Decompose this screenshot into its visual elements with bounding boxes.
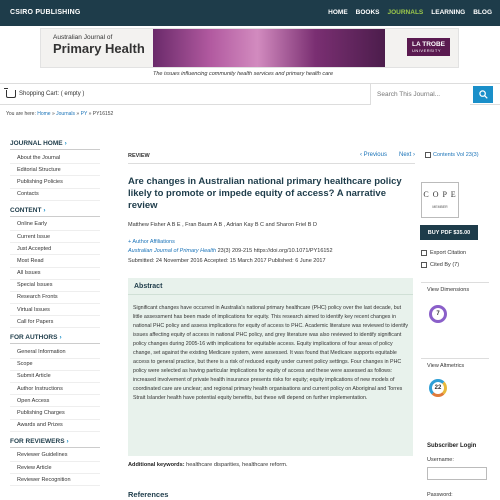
sidebar-item-reviewer-recognition[interactable]: Reviewer Recognition xyxy=(10,474,100,486)
chevron-right-icon: › xyxy=(411,152,415,158)
search-bar-row xyxy=(0,83,500,105)
sidebar-item-policies[interactable]: Publishing Policies xyxy=(10,176,100,188)
citation-journal[interactable]: Australian Journal of Primary Health xyxy=(128,248,217,254)
journal-tagline: The issues influencing community health services and primary health care xyxy=(153,71,334,77)
username-label: Username: xyxy=(427,457,454,463)
contents-link[interactable] xyxy=(425,152,479,158)
nav-home[interactable]: HOME xyxy=(328,9,348,16)
abstract-heading: Abstract xyxy=(128,278,413,295)
chevron-right-icon: › xyxy=(64,140,67,147)
keywords-label: Additional keywords: xyxy=(128,462,185,468)
sidebar-item-all-issues[interactable]: All Issues xyxy=(10,268,100,280)
dimensions-widget[interactable] xyxy=(421,282,489,338)
cart-label: Shopping Cart: ( empty ) xyxy=(19,91,85,97)
article-pager xyxy=(360,152,415,158)
sidebar-item-awards[interactable]: Awards and Prizes xyxy=(10,420,100,432)
cope-badge[interactable] xyxy=(421,182,459,218)
partner-name: LA TROBE xyxy=(412,41,445,48)
breadcrumb-home[interactable]: Home xyxy=(37,111,51,117)
references-heading: References xyxy=(128,490,169,499)
banner-image xyxy=(153,29,385,67)
sidebar-item-author-instructions[interactable]: Author Instructions xyxy=(10,383,100,395)
search-button[interactable] xyxy=(473,86,493,103)
brand-logo[interactable]: CSIRO PUBLISHING xyxy=(10,9,81,16)
sidebar-item-open-access[interactable]: Open Access xyxy=(10,395,100,407)
sidebar-group-journal-home xyxy=(10,140,100,201)
article-title: Are changes in Australian national primary healthcare policy likely to promote or impede equity of access? A narrative review xyxy=(128,176,402,211)
search-input[interactable] xyxy=(370,84,470,105)
breadcrumb: You are here: Home » Journals » PY » PY16152 xyxy=(6,111,114,117)
nav-books[interactable]: BOOKS xyxy=(355,9,380,16)
sidebar-item-contacts[interactable]: Contacts xyxy=(10,189,100,201)
shopping-cart[interactable] xyxy=(6,90,84,98)
sidebar-item-special-issues[interactable]: Special Issues xyxy=(10,280,100,292)
nav-learning[interactable]: LEARNING xyxy=(431,9,466,16)
sidebar-heading[interactable]: FOR AUTHORS › xyxy=(10,334,100,344)
breadcrumb-py[interactable]: PY xyxy=(80,111,88,117)
previous-link[interactable]: ‹ Previous xyxy=(359,152,387,158)
top-nav xyxy=(328,9,492,16)
abstract-text: Significant changes have occurred in Australia's national primary healthcare (PHC) policy over the last decade, but little assessment has been made of implications for equity. This research aimed to identify key recent changes in national PHC policy and assess implications for equity of access to PHC. Academic literature was reviewed to identify issues affecting equity of access in national PHC policy, and grey literature was also reviewed to identify significant policy changes during 2005-16 with implications for equitable access. Equity implications of four areas of policy change, set against the existing Medicare system, were assessed. It was found that Medicare supports equitable access to general practice, but there is a risk of reduced equity under current policy settings. Four changes in PHC policy were selected as having particular implications for equity of access and these were assessed as follows: increased involvement of private health insurance presents risks for equity; equity implications of new models of coordinated care are unclear; and regional primary health organisations and current policy on Aboriginal and Torres Strait Islander health have potential equity benefits, but these will depend on further implementation. xyxy=(133,305,408,402)
sidebar-item-current-issue[interactable]: Current Issue xyxy=(10,231,100,243)
export-citation-link[interactable] xyxy=(421,250,466,256)
cope-member: MEMBER xyxy=(432,205,448,209)
sidebar-item-about[interactable]: About the Journal xyxy=(10,152,100,164)
cited-by-link[interactable] xyxy=(421,262,459,268)
chevron-right-icon: › xyxy=(59,334,62,342)
altmetrics-title: View Altmetrics xyxy=(427,363,465,369)
journal-title-line1: Australian Journal of xyxy=(53,34,113,41)
cart-icon xyxy=(6,90,16,98)
chevron-right-icon: › xyxy=(66,437,69,445)
sidebar-item-virtual-issues[interactable]: Virtual Issues xyxy=(10,304,100,316)
dimensions-badge[interactable]: 7 xyxy=(429,305,447,323)
subscriber-login-heading: Subscriber Login xyxy=(427,443,477,449)
journal-title-line2: Primary Health xyxy=(53,41,145,56)
sidebar-item-research-fronts[interactable]: Research Fronts xyxy=(10,292,100,304)
chevron-left-icon: ‹ xyxy=(359,152,364,158)
contents-icon xyxy=(425,152,431,158)
sidebar-item-publishing-charges[interactable]: Publishing Charges xyxy=(10,407,100,419)
keywords-values: healthcare disparities, healthcare reform. xyxy=(186,462,288,468)
sidebar-item-call-for-papers[interactable]: Call for Papers xyxy=(10,316,100,328)
journal-title xyxy=(53,34,145,56)
sidebar-item-submit-article[interactable]: Submit Article xyxy=(10,371,100,383)
breadcrumb-journals[interactable]: Journals xyxy=(56,111,76,117)
author-affiliations-link[interactable]: + Author Affiliations xyxy=(128,239,175,245)
chevron-right-icon: › xyxy=(43,206,46,214)
contents-label: Contents Vol 23(3) xyxy=(433,152,479,158)
sidebar-group-for-authors xyxy=(10,334,100,431)
sidebar-item-reviewer-guidelines[interactable]: Reviewer Guidelines xyxy=(10,450,100,462)
sidebar-item-scope[interactable]: Scope xyxy=(10,359,100,371)
sidebar-item-review-article[interactable]: Review Article xyxy=(10,462,100,474)
partner-sub: UNIVERSITY xyxy=(412,48,442,53)
buy-pdf-button[interactable]: BUY PDF $35.00 xyxy=(420,225,478,240)
article-authors: Matthew Fisher A B E , Fran Baum A B , Adrian Kay B C and Sharon Friel B D xyxy=(128,222,317,228)
cope-logo: C O P E xyxy=(423,190,457,199)
cited-by-icon xyxy=(421,262,427,268)
abstract-section xyxy=(128,278,413,456)
sidebar-item-just-accepted[interactable]: Just Accepted xyxy=(10,243,100,255)
partner-logo xyxy=(407,38,450,56)
top-bar xyxy=(0,0,500,26)
breadcrumb-current: PY16152 xyxy=(92,111,114,117)
cited-by-label: Cited By (7) xyxy=(430,262,460,268)
keywords xyxy=(128,462,288,468)
citation-details: 23(3) 209-215 https://doi.org/10.1071/PY16152 xyxy=(217,248,333,254)
password-label: Password: xyxy=(427,492,453,498)
altmetric-badge[interactable]: 22 xyxy=(429,379,447,397)
export-icon xyxy=(421,250,427,256)
sidebar-item-online-early[interactable]: Online Early xyxy=(10,219,100,231)
next-link[interactable]: Next › xyxy=(398,152,415,158)
sidebar-heading[interactable]: FOR REVIEWERS › xyxy=(10,438,100,448)
sidebar-item-general-info[interactable]: General Information xyxy=(10,346,100,358)
sidebar-group-content xyxy=(10,207,100,329)
username-field[interactable] xyxy=(427,467,487,480)
sidebar-heading[interactable]: CONTENT › xyxy=(10,207,100,217)
sidebar-group-for-reviewers xyxy=(10,438,100,487)
sidebar-item-editorial[interactable]: Editorial Structure xyxy=(10,164,100,176)
article-dates: Submitted: 24 November 2016 Accepted: 15 March 2017 Published: 6 June 2017 xyxy=(128,258,326,264)
sidebar-item-most-read[interactable]: Most Read xyxy=(10,255,100,267)
breadcrumb-prefix: You are here: xyxy=(6,111,36,117)
nav-blog[interactable]: BLOG xyxy=(473,9,492,16)
altmetrics-widget[interactable] xyxy=(421,358,489,412)
sidebar xyxy=(10,140,100,492)
article-citation xyxy=(128,248,418,254)
nav-journals[interactable]: JOURNALS xyxy=(387,9,424,16)
dimensions-title: View Dimensions xyxy=(427,287,470,293)
journal-banner[interactable] xyxy=(40,28,459,68)
article-nav-bar xyxy=(128,150,415,164)
sidebar-heading[interactable]: JOURNAL HOME › xyxy=(10,140,100,150)
article-type: REVIEW xyxy=(128,153,150,159)
search-icon xyxy=(479,90,488,99)
export-label: Export Citation xyxy=(430,250,467,256)
